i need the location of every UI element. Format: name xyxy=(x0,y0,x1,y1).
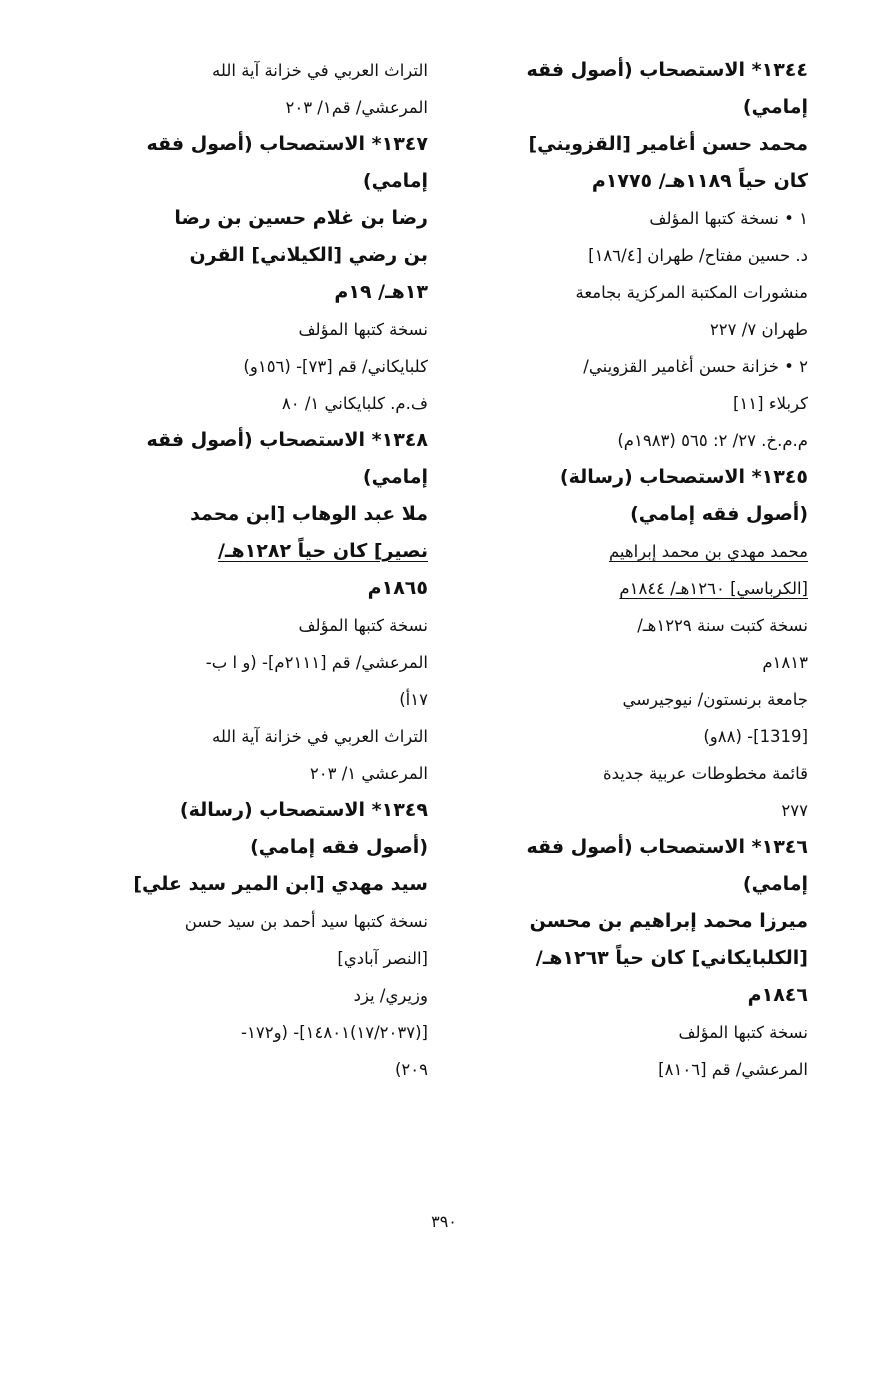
text-line: نسخة كتبها المؤلف xyxy=(678,1023,808,1042)
text-line: د. حسين مفتاح/ طهران [١٨٦/٤] xyxy=(588,246,808,265)
text-line: (أصول فقه إمامي) xyxy=(630,503,808,525)
text-line: التراث العربي في خزانة آية الله xyxy=(212,61,428,80)
text-line: منشورات المكتبة المركزية بجامعة xyxy=(575,283,808,302)
text-line: نسخة كتبها المؤلف xyxy=(298,616,428,635)
text-line: ٢٠٩) xyxy=(394,1060,428,1079)
text-line: [النصر آبادي] xyxy=(337,949,428,968)
text-line: المرعشي/ قم [٨١٠٦] xyxy=(658,1060,808,1079)
text-line: محمد مهدي بن محمد إبراهيم xyxy=(608,542,808,561)
text-line: م.م.خ. ٢٧/ ٢: ٥٦٥ (١٩٨٣م) xyxy=(617,431,808,450)
text-line: [1319]- (٨٨و) xyxy=(703,727,808,746)
text-line: كلبايكاني/ قم [٧٣]- (١٥٦و) xyxy=(243,357,428,376)
text-line: محمد حسن أغامير [القزويني] xyxy=(528,133,808,155)
text-line: طهران ٧/ ٢٢٧ xyxy=(709,320,808,339)
text-line: ١ • نسخة كتبها المؤلف xyxy=(649,209,808,228)
text-line: ١٨١٣م xyxy=(762,653,808,672)
text-line: إمامي) xyxy=(362,170,428,192)
text-line: كان حياً ١١٨٩هـ/ ١٧٧٥م xyxy=(591,170,808,192)
text-line: إمامي) xyxy=(362,466,428,488)
text-line: نسخة كتبها سيد أحمد بن سيد حسن xyxy=(184,912,428,931)
text-line: نسخة كتبها المؤلف xyxy=(298,320,428,339)
text-line: [(١٧/٢٠٣٧)١٤٨٠١]- (و١٧٢- xyxy=(241,1023,428,1042)
text-line: ١٣٤٤* الاستصحاب (أصول فقه xyxy=(526,59,808,81)
text-line: ٢٧٧ xyxy=(781,801,808,820)
right-column xyxy=(468,52,808,1088)
text-line: ١٣٤٩* الاستصحاب (رسالة) xyxy=(179,799,428,821)
text-line: نصير] كان حياً ١٢٨٢هـ/ xyxy=(218,540,428,562)
text-line: ١٣هـ/ ١٩م xyxy=(334,281,428,303)
text-line: وزيري/ يزد xyxy=(353,986,428,1005)
text-line: رضا بن غلام حسين بن رضا xyxy=(174,207,428,229)
page-number: ٣٩٠ xyxy=(431,1212,457,1231)
text-line: المرعشي/ قم١/ ٢٠٣ xyxy=(285,98,428,117)
text-line: المرعشي ١/ ٢٠٣ xyxy=(309,764,428,783)
text-line: المرعشي/ قم [٢١١١م]- (و ا ب- xyxy=(205,653,428,672)
text-line: ١٣٤٨* الاستصحاب (أصول فقه xyxy=(146,429,428,451)
text-line: ميرزا محمد إبراهيم بن محسن xyxy=(529,910,808,932)
text-line: سيد مهدي [ابن المير سيد علي] xyxy=(133,873,428,895)
text-line: إمامي) xyxy=(742,873,808,895)
text-line: قائمة مخطوطات عربية جديدة xyxy=(603,764,808,783)
text-line: ف.م. كلبايكاني ١/ ٨٠ xyxy=(281,394,428,413)
text-line: ١٣٤٥* الاستصحاب (رسالة) xyxy=(559,466,808,488)
text-line: ١٣٤٧* الاستصحاب (أصول فقه xyxy=(146,133,428,155)
text-line: إمامي) xyxy=(742,96,808,118)
text-line: كربلاء [١١] xyxy=(732,394,808,413)
text-line: ١٨٤٦م xyxy=(747,984,808,1006)
text-line: [الكرباسي] ١٢٦٠هـ/ ١٨٤٤م xyxy=(619,579,808,598)
left-column xyxy=(80,52,428,1088)
text-line: (أصول فقه إمامي) xyxy=(250,836,428,858)
text-line: نسخة كتبت سنة ١٢٢٩هـ/ xyxy=(637,616,808,635)
text-line: جامعة برنستون/ نيوجيرسي xyxy=(622,690,808,709)
text-line: ١٧أ) xyxy=(399,690,428,709)
text-line: ٢ • خزانة حسن أغامير القزويني/ xyxy=(583,357,808,376)
text-line: ١٨٦٥م xyxy=(367,577,428,599)
text-line: ١٣٤٦* الاستصحاب (أصول فقه xyxy=(526,836,808,858)
text-line: ملا عبد الوهاب [ابن محمد xyxy=(190,503,428,525)
text-line: التراث العربي في خزانة آية الله xyxy=(212,727,428,746)
text-line: [الكلبايكاني] كان حياً ١٢٦٣هـ/ xyxy=(535,947,808,969)
text-line: بن رضي [الكيلاني] القرن xyxy=(189,244,428,266)
